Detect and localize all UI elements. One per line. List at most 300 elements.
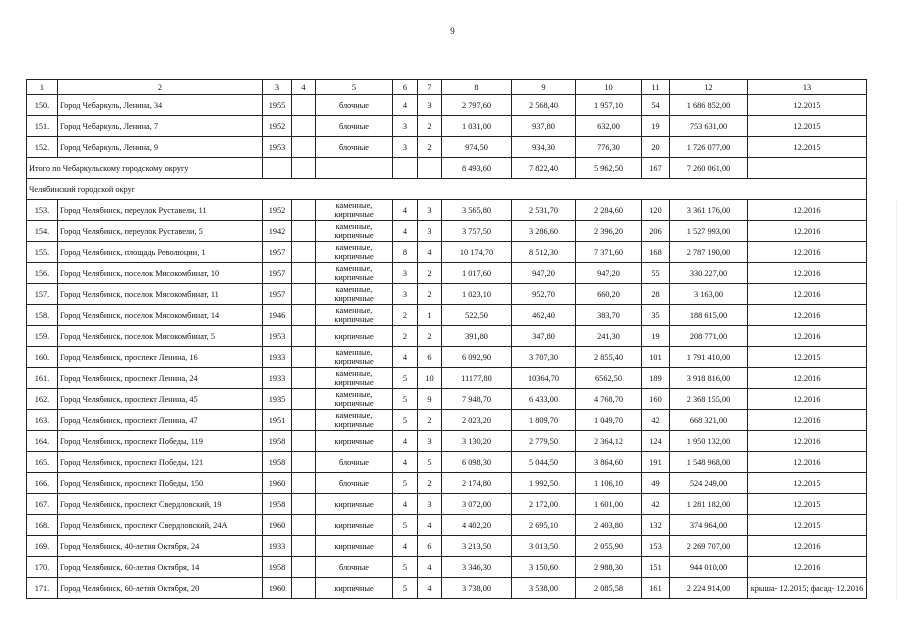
cell-num: 155. <box>27 242 58 263</box>
cell-c4 <box>292 200 316 221</box>
cell-addr: Город Челябинск, проспект Свердловский, 19 <box>58 494 263 515</box>
cell-c10: 1 049,70 <box>576 410 642 431</box>
table-row <box>27 536 867 557</box>
cell-num: 157. <box>27 284 58 305</box>
cell-c11: 160 <box>642 389 670 410</box>
cell-c11: 151 <box>642 557 670 578</box>
table-row <box>27 263 867 284</box>
header-cell-1: 1 <box>27 80 58 95</box>
total-label: Итого по Чебаркульскому городскому округу <box>27 158 263 179</box>
cell-c11: 19 <box>642 326 670 347</box>
cell-c9: 7 822,40 <box>512 158 576 179</box>
header-cell-13: 13 <box>748 80 867 95</box>
table-row <box>27 431 867 452</box>
cell-c12: 1 548 968,00 <box>670 452 748 473</box>
cell-year: 1960 <box>263 515 292 536</box>
cell-addr: Город Челябинск, площадь Революции, 1 <box>58 242 263 263</box>
cell-year: 1958 <box>263 494 292 515</box>
cell-c6: 4 <box>393 200 418 221</box>
cell-c11: 206 <box>642 221 670 242</box>
cell-year: 1933 <box>263 536 292 557</box>
cell-c10: 2 403,80 <box>576 515 642 536</box>
header-cell-6: 6 <box>393 80 418 95</box>
cell-c8: 1 031,00 <box>442 116 512 137</box>
cell-c9: 2 172,00 <box>512 494 576 515</box>
cell-c13: 12.2015 <box>748 137 867 158</box>
cell-c7: 3 <box>418 200 442 221</box>
cell-c4 <box>292 536 316 557</box>
cell-c4 <box>292 368 316 389</box>
cell-c7: 6 <box>418 347 442 368</box>
cell-c4 <box>292 116 316 137</box>
table-row <box>27 410 867 431</box>
cell-c7: 4 <box>418 242 442 263</box>
cell-c13: 12.2016 <box>748 410 867 431</box>
cell-c13: 12.2015 <box>748 494 867 515</box>
cell-c4 <box>292 284 316 305</box>
cell-c9: 952,70 <box>512 284 576 305</box>
cell-year: 1952 <box>263 200 292 221</box>
cell-addr: Город Челябинск, проспект Победы, 119 <box>58 431 263 452</box>
cell-empty <box>316 158 393 179</box>
cell-c13: 12.2016 <box>748 200 867 221</box>
cell-num: 171. <box>27 578 58 599</box>
housing-register-table <box>26 79 867 599</box>
cell-c7: 2 <box>418 473 442 494</box>
cell-c8: 1 023,10 <box>442 284 512 305</box>
cell-c8: 7 948,70 <box>442 389 512 410</box>
cell-c4 <box>292 494 316 515</box>
cell-c12: 1 527 993,00 <box>670 221 748 242</box>
cell-mat: каменные, кирпичные <box>316 263 393 284</box>
cell-c12: 524 249,00 <box>670 473 748 494</box>
cell-c13: 12.2016 <box>748 326 867 347</box>
cell-c10: 241,30 <box>576 326 642 347</box>
cell-c10: 1 957,10 <box>576 95 642 116</box>
cell-c12: 7 260 061,00 <box>670 158 748 179</box>
cell-addr: Город Чебаркуль, Ленина, 7 <box>58 116 263 137</box>
cell-num: 167. <box>27 494 58 515</box>
cell-c8: 3 213,50 <box>442 536 512 557</box>
table-row <box>27 494 867 515</box>
cell-c11: 42 <box>642 410 670 431</box>
cell-c4 <box>292 305 316 326</box>
table-row <box>27 242 867 263</box>
header-cell-9: 9 <box>512 80 576 95</box>
cell-c10: 776,30 <box>576 137 642 158</box>
table-row <box>27 515 867 536</box>
cell-c4 <box>292 326 316 347</box>
cell-c10: 1 106,10 <box>576 473 642 494</box>
cell-c11: 132 <box>642 515 670 536</box>
cell-c6: 5 <box>393 368 418 389</box>
cell-num: 154. <box>27 221 58 242</box>
table-row <box>27 116 867 137</box>
cell-year: 1953 <box>263 137 292 158</box>
cell-c10: 3 864,60 <box>576 452 642 473</box>
cell-mat: каменные, кирпичные <box>316 368 393 389</box>
cell-c11: 19 <box>642 116 670 137</box>
cell-c12: 944 010,00 <box>670 557 748 578</box>
cell-c8: 522,50 <box>442 305 512 326</box>
cell-mat: блочные <box>316 473 393 494</box>
cell-num: 169. <box>27 536 58 557</box>
page-number: 9 <box>450 26 455 36</box>
cell-c4 <box>292 389 316 410</box>
cell-num: 160. <box>27 347 58 368</box>
cell-c9: 2 531,70 <box>512 200 576 221</box>
header-cell-8: 8 <box>442 80 512 95</box>
header-cell-10: 10 <box>576 80 642 95</box>
cell-c8: 3 757,50 <box>442 221 512 242</box>
cell-c7: 1 <box>418 305 442 326</box>
cell-c6: 4 <box>393 347 418 368</box>
cell-c12: 3 918 816,00 <box>670 368 748 389</box>
cell-c13: 12.2016 <box>748 431 867 452</box>
cell-c8: 3 565,80 <box>442 200 512 221</box>
header-cell-2: 2 <box>58 80 263 95</box>
cell-num: 165. <box>27 452 58 473</box>
cell-num: 151. <box>27 116 58 137</box>
table-row <box>27 137 867 158</box>
cell-c11: 191 <box>642 452 670 473</box>
cell-c13: 12.2016 <box>748 263 867 284</box>
cell-mat: кирпичные <box>316 326 393 347</box>
cell-c13: крыша- 12.2015; фасад- 12.2016 <box>748 578 867 599</box>
cell-c6: 5 <box>393 578 418 599</box>
cell-c11: 49 <box>642 473 670 494</box>
cell-year: 1933 <box>263 368 292 389</box>
cell-c8: 3 346,30 <box>442 557 512 578</box>
cell-c4 <box>292 452 316 473</box>
cell-c9: 8 512,30 <box>512 242 576 263</box>
cell-empty <box>393 158 418 179</box>
cell-c12: 1 281 182,00 <box>670 494 748 515</box>
cell-c9: 947,20 <box>512 263 576 284</box>
cell-c10: 5 962,50 <box>576 158 642 179</box>
cell-year: 1955 <box>263 95 292 116</box>
cell-mat: кирпичные <box>316 431 393 452</box>
cell-c8: 3 130,20 <box>442 431 512 452</box>
header-cell-11: 11 <box>642 80 670 95</box>
cell-c4 <box>292 221 316 242</box>
cell-c8: 6 098,30 <box>442 452 512 473</box>
cell-num: 166. <box>27 473 58 494</box>
cell-c7: 9 <box>418 389 442 410</box>
cell-num: 150. <box>27 95 58 116</box>
table-row <box>27 326 867 347</box>
section-row <box>27 179 867 200</box>
cell-c7: 3 <box>418 494 442 515</box>
cell-c7: 3 <box>418 221 442 242</box>
cell-c12: 330 227,00 <box>670 263 748 284</box>
cell-c10: 383,70 <box>576 305 642 326</box>
cell-c10: 2 855,40 <box>576 347 642 368</box>
cell-c6: 3 <box>393 284 418 305</box>
cell-c13: 12.2016 <box>748 389 867 410</box>
cell-year: 1957 <box>263 242 292 263</box>
cell-c7: 4 <box>418 515 442 536</box>
cell-c10: 2 284,60 <box>576 200 642 221</box>
cell-num: 159. <box>27 326 58 347</box>
cell-c11: 124 <box>642 431 670 452</box>
cell-mat: каменные, кирпичные <box>316 242 393 263</box>
cell-c6: 4 <box>393 431 418 452</box>
cell-c6: 4 <box>393 494 418 515</box>
cell-c12: 753 631,00 <box>670 116 748 137</box>
cell-c6: 2 <box>393 305 418 326</box>
cell-mat: блочные <box>316 557 393 578</box>
cell-c9: 1 992,50 <box>512 473 576 494</box>
cell-c7: 6 <box>418 536 442 557</box>
cell-c9: 2 779,50 <box>512 431 576 452</box>
cell-c13: 12.2016 <box>748 242 867 263</box>
cell-num: 153. <box>27 200 58 221</box>
cell-addr: Город Челябинск, проспект Ленина, 24 <box>58 368 263 389</box>
cell-c8: 10 174,70 <box>442 242 512 263</box>
cell-c4 <box>292 515 316 536</box>
cell-c4 <box>292 557 316 578</box>
cell-c13: 12.2015 <box>748 95 867 116</box>
cell-c13: 12.2016 <box>748 305 867 326</box>
cell-c10: 4 768,70 <box>576 389 642 410</box>
cell-addr: Город Челябинск, проспект Свердловский, 24А <box>58 515 263 536</box>
cell-c9: 462,40 <box>512 305 576 326</box>
cell-c10: 2 085,58 <box>576 578 642 599</box>
table-row <box>27 452 867 473</box>
cell-c9: 3 013,50 <box>512 536 576 557</box>
table-row <box>27 95 867 116</box>
cell-c10: 2 364,12 <box>576 431 642 452</box>
cell-year: 1958 <box>263 431 292 452</box>
table-row <box>27 473 867 494</box>
cell-c8: 2 023,20 <box>442 410 512 431</box>
cell-addr: Город Челябинск, 60-летия Октября, 14 <box>58 557 263 578</box>
cell-c11: 168 <box>642 242 670 263</box>
cell-addr: Город Челябинск, 40-летия Октября, 24 <box>58 536 263 557</box>
cell-c11: 167 <box>642 158 670 179</box>
cell-mat: каменные, кирпичные <box>316 389 393 410</box>
cell-year: 1942 <box>263 221 292 242</box>
cell-c12: 374 964,00 <box>670 515 748 536</box>
scan-artifact <box>892 200 897 600</box>
cell-c13: 12.2015 <box>748 473 867 494</box>
cell-c9: 10364,70 <box>512 368 576 389</box>
cell-c6: 5 <box>393 473 418 494</box>
cell-c9: 3 538,00 <box>512 578 576 599</box>
cell-addr: Город Челябинск, проспект Ленина, 45 <box>58 389 263 410</box>
cell-c4 <box>292 242 316 263</box>
cell-c7: 5 <box>418 452 442 473</box>
cell-c13: 12.2015 <box>748 515 867 536</box>
cell-mat: каменные, кирпичные <box>316 410 393 431</box>
header-cell-7: 7 <box>418 80 442 95</box>
cell-c4 <box>292 347 316 368</box>
cell-c7: 2 <box>418 410 442 431</box>
cell-year: 1957 <box>263 284 292 305</box>
cell-mat: каменные, кирпичные <box>316 221 393 242</box>
cell-c12: 2 269 707,00 <box>670 536 748 557</box>
cell-mat: кирпичные <box>316 494 393 515</box>
header-cell-5: 5 <box>316 80 393 95</box>
cell-num: 170. <box>27 557 58 578</box>
cell-c4 <box>292 263 316 284</box>
cell-year: 1935 <box>263 389 292 410</box>
cell-c9: 2 695,10 <box>512 515 576 536</box>
cell-addr: Город Челябинск, поселок Мясокомбинат, 14 <box>58 305 263 326</box>
table-row <box>27 347 867 368</box>
cell-year: 1952 <box>263 116 292 137</box>
cell-c13: 12.2016 <box>748 221 867 242</box>
cell-c6: 8 <box>393 242 418 263</box>
cell-c9: 937,80 <box>512 116 576 137</box>
cell-c8: 11177,80 <box>442 368 512 389</box>
cell-c12: 3 163,00 <box>670 284 748 305</box>
cell-num: 152. <box>27 137 58 158</box>
cell-c8: 2 797,60 <box>442 95 512 116</box>
cell-c10: 632,00 <box>576 116 642 137</box>
cell-mat: каменные, кирпичные <box>316 305 393 326</box>
cell-num: 168. <box>27 515 58 536</box>
cell-c13: 12.2016 <box>748 368 867 389</box>
cell-c6: 5 <box>393 389 418 410</box>
cell-c9: 3 286,60 <box>512 221 576 242</box>
cell-c12: 1 950 132,00 <box>670 431 748 452</box>
cell-c6: 4 <box>393 536 418 557</box>
cell-addr: Город Челябинск, поселок Мясокомбинат, 5 <box>58 326 263 347</box>
cell-year: 1960 <box>263 473 292 494</box>
cell-addr: Город Чебаркуль, Ленина, 34 <box>58 95 263 116</box>
cell-c12: 2 224 914,00 <box>670 578 748 599</box>
cell-c6: 3 <box>393 137 418 158</box>
header-cell-3: 3 <box>263 80 292 95</box>
cell-addr: Город Челябинск, поселок Мясокомбинат, 11 <box>58 284 263 305</box>
cell-c7: 4 <box>418 557 442 578</box>
cell-c8: 4 402,20 <box>442 515 512 536</box>
cell-c9: 1 809,70 <box>512 410 576 431</box>
table-row <box>27 578 867 599</box>
cell-addr: Город Челябинск, проспект Победы, 121 <box>58 452 263 473</box>
cell-c10: 6562,50 <box>576 368 642 389</box>
cell-c11: 20 <box>642 137 670 158</box>
cell-c9: 6 433,00 <box>512 389 576 410</box>
cell-year: 1933 <box>263 347 292 368</box>
cell-c11: 35 <box>642 305 670 326</box>
cell-c9: 3 150,60 <box>512 557 576 578</box>
cell-c9: 347,80 <box>512 326 576 347</box>
cell-num: 162. <box>27 389 58 410</box>
cell-c12: 1 791 410,00 <box>670 347 748 368</box>
header-cell-4: 4 <box>292 80 316 95</box>
cell-year: 1957 <box>263 263 292 284</box>
cell-num: 161. <box>27 368 58 389</box>
cell-c6: 5 <box>393 515 418 536</box>
cell-c13: 12.2016 <box>748 557 867 578</box>
cell-c13: 12.2016 <box>748 452 867 473</box>
cell-c11: 42 <box>642 494 670 515</box>
cell-c11: 54 <box>642 95 670 116</box>
cell-c11: 101 <box>642 347 670 368</box>
cell-c11: 153 <box>642 536 670 557</box>
cell-empty <box>292 158 316 179</box>
cell-c11: 161 <box>642 578 670 599</box>
cell-c8: 2 174,80 <box>442 473 512 494</box>
cell-c9: 3 707,30 <box>512 347 576 368</box>
cell-c8: 391,80 <box>442 326 512 347</box>
cell-c9: 5 044,50 <box>512 452 576 473</box>
cell-c12: 1 726 077,00 <box>670 137 748 158</box>
cell-mat: блочные <box>316 452 393 473</box>
cell-c10: 2 396,20 <box>576 221 642 242</box>
cell-num: 163. <box>27 410 58 431</box>
table-row <box>27 368 867 389</box>
cell-addr: Город Челябинск, проспект Ленина, 16 <box>58 347 263 368</box>
cell-addr: Город Чебаркуль, Ленина, 9 <box>58 137 263 158</box>
cell-c6: 5 <box>393 557 418 578</box>
cell-c7: 2 <box>418 137 442 158</box>
cell-c8: 8 493,60 <box>442 158 512 179</box>
header-cell-12: 12 <box>670 80 748 95</box>
cell-c12: 2 787 190,00 <box>670 242 748 263</box>
cell-c7: 2 <box>418 263 442 284</box>
cell-mat: блочные <box>316 95 393 116</box>
cell-c11: 28 <box>642 284 670 305</box>
cell-year: 1951 <box>263 410 292 431</box>
cell-mat: каменные, кирпичные <box>316 284 393 305</box>
cell-year: 1960 <box>263 578 292 599</box>
cell-c8: 6 092,90 <box>442 347 512 368</box>
cell-c7: 4 <box>418 578 442 599</box>
table-row <box>27 389 867 410</box>
cell-c12: 668 321,00 <box>670 410 748 431</box>
cell-c7: 3 <box>418 95 442 116</box>
cell-addr: Город Челябинск, поселок Мясокомбинат, 10 <box>58 263 263 284</box>
cell-addr: Город Челябинск, проспект Ленина, 47 <box>58 410 263 431</box>
cell-addr: Город Челябинск, 60-летия Октября, 20 <box>58 578 263 599</box>
cell-mat: кирпичные <box>316 536 393 557</box>
cell-c6: 3 <box>393 116 418 137</box>
cell-c13: 12.2016 <box>748 536 867 557</box>
cell-num: 156. <box>27 263 58 284</box>
cell-c6: 2 <box>393 326 418 347</box>
cell-c10: 2 988,30 <box>576 557 642 578</box>
cell-c10: 660,20 <box>576 284 642 305</box>
table-row <box>27 305 867 326</box>
cell-c10: 2 055,90 <box>576 536 642 557</box>
cell-c9: 934,30 <box>512 137 576 158</box>
cell-c6: 4 <box>393 221 418 242</box>
total-row <box>27 158 867 179</box>
cell-c4 <box>292 137 316 158</box>
cell-year: 1958 <box>263 557 292 578</box>
cell-c7: 2 <box>418 284 442 305</box>
table-row <box>27 221 867 242</box>
cell-c7: 2 <box>418 326 442 347</box>
cell-c8: 974,50 <box>442 137 512 158</box>
cell-c7: 3 <box>418 431 442 452</box>
cell-c6: 5 <box>393 410 418 431</box>
cell-c7: 10 <box>418 368 442 389</box>
cell-num: 164. <box>27 431 58 452</box>
cell-c10: 7 371,60 <box>576 242 642 263</box>
cell-addr: Город Челябинск, проспект Победы, 150 <box>58 473 263 494</box>
header-row <box>27 80 867 95</box>
cell-c13: 12.2015 <box>748 116 867 137</box>
cell-num: 158. <box>27 305 58 326</box>
cell-c12: 2 368 155,00 <box>670 389 748 410</box>
cell-year: 1953 <box>263 326 292 347</box>
cell-empty <box>418 158 442 179</box>
